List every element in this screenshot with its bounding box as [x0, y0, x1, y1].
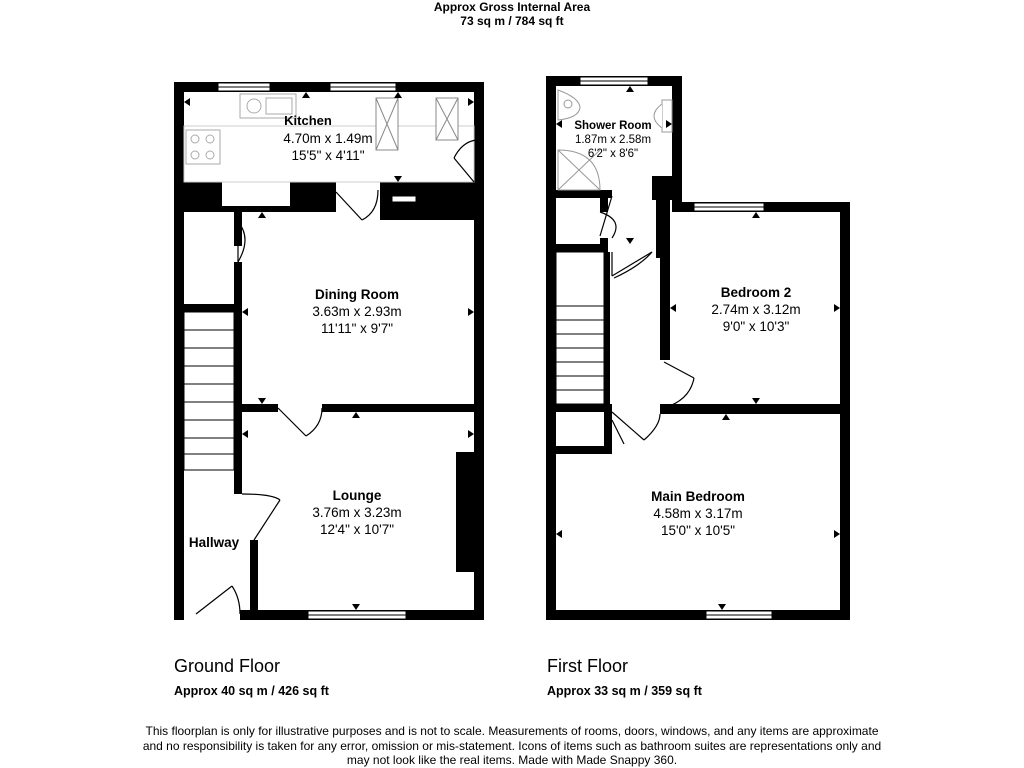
wall — [652, 176, 680, 200]
bedroom-2-metric: 2.74m x 3.12m — [711, 302, 801, 317]
first-floor-area: Approx 33 sq m / 359 sq ft — [547, 684, 702, 698]
main-bedroom-name: Main Bedroom — [651, 489, 745, 504]
lounge-metric: 3.76m x 3.23m — [312, 505, 402, 520]
bedroom-2-imperial: 9'0" x 10'3" — [722, 319, 790, 334]
wall — [546, 76, 556, 620]
dining-room-imperial: 11'11" x 9'7" — [320, 321, 394, 336]
disclaimer-line: This floorplan is only for illustrative purposes and is not to scale. Measurements of rooms, doors, windows, and any items are approximate — [145, 724, 879, 738]
wall — [174, 610, 184, 620]
wall — [556, 404, 610, 412]
shower-room-name: Shower Room — [574, 120, 652, 132]
lounge-name: Lounge — [332, 488, 382, 503]
first-floor-label: First Floor — [547, 656, 628, 676]
wall — [600, 196, 608, 212]
lounge-imperial: 12'4" x 10'7" — [319, 522, 395, 537]
main-bedroom-metric: 4.58m x 3.17m — [653, 506, 743, 521]
wall — [322, 404, 478, 412]
total-area: 73 sq m / 784 sq ft — [460, 14, 564, 28]
wall — [604, 252, 610, 412]
shower-room-imperial: 6'2" x 8'6" — [587, 148, 639, 160]
chimney-breast — [456, 452, 478, 572]
wall — [174, 82, 184, 620]
chimney-breast — [290, 182, 336, 212]
wall — [474, 82, 484, 184]
ground-floor-windows — [218, 83, 406, 619]
kitchen-name: Kitchen — [284, 113, 332, 128]
kitchen-imperial: 15'5" x 4'11" — [291, 148, 365, 163]
wall — [250, 540, 258, 614]
disclaimer-line: and no responsibility is taken for any error, omission or mis-statement. Icons of items such as bathroom suites are representations only and — [142, 738, 882, 753]
wall — [222, 206, 290, 212]
hallway-name: Hallway — [188, 535, 240, 550]
dining-room-name: Dining Room — [315, 287, 399, 302]
wall — [234, 404, 242, 494]
wall — [234, 212, 242, 246]
wall — [660, 404, 850, 414]
dining-room-metric: 3.63m x 2.93m — [312, 304, 402, 319]
first-floor-stairs — [556, 252, 604, 404]
ground-floor-label: Ground Floor — [174, 656, 281, 676]
wall — [180, 304, 238, 312]
bedroom-2-name: Bedroom 2 — [720, 285, 792, 300]
plan-title: Approx Gross Internal Area — [433, 0, 591, 14]
wall — [234, 262, 242, 412]
main-bedroom-imperial: 15'0" x 10'5" — [660, 523, 736, 538]
wall — [660, 248, 670, 360]
ground-floor-stairs — [184, 312, 234, 470]
wall — [546, 610, 850, 620]
chimney-breast — [174, 182, 222, 212]
wall — [600, 238, 608, 252]
room-labels — [189, 113, 801, 550]
wall — [556, 446, 612, 454]
disclaimer-line: may not look like the real items. Made with Made Snappy 360. — [346, 753, 678, 767]
shower-room-metric: 1.87m x 2.58m — [574, 134, 652, 146]
kitchen-metric: 4.70m x 1.49m — [283, 131, 373, 146]
disclaimer — [130, 724, 894, 768]
ground-floor-area: Approx 40 sq m / 426 sq ft — [174, 684, 329, 698]
